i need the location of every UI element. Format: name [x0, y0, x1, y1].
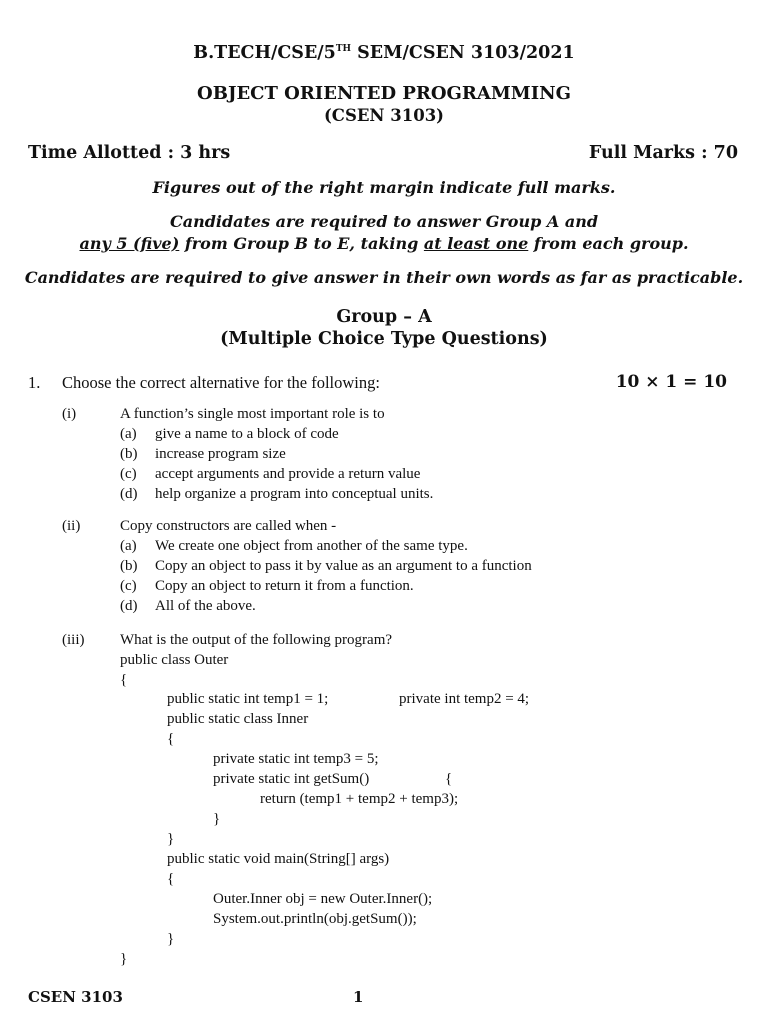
code-line: } — [167, 831, 175, 847]
option-text: Copy an object to pass it by value as an argument to a function — [155, 558, 532, 574]
code-line: Outer.Inner obj = new Outer.Inner(); — [213, 891, 433, 907]
question-number: 1. — [28, 373, 41, 392]
code-line: public static class Inner — [167, 711, 309, 727]
code-line: private int temp2 = 4; — [399, 691, 530, 707]
sub-question-stem: A function’s single most important role is to — [120, 406, 385, 422]
code-line: { — [120, 672, 128, 688]
code-line: public class Outer — [120, 652, 229, 668]
exam-title: OBJECT ORIENTED PROGRAMMING — [197, 83, 571, 104]
option-letter: (b) — [120, 446, 138, 462]
option-letter: (a) — [120, 538, 137, 554]
code-line: } — [167, 931, 175, 947]
code-line: { — [167, 871, 175, 887]
code-line: public static void main(String[] args) — [167, 851, 390, 867]
sub-question-stem: Copy constructors are called when - — [120, 518, 337, 534]
sub-question-stem: What is the output of the following program? — [120, 632, 393, 648]
code-line: { — [445, 771, 453, 787]
exam-code: (CSEN 3103) — [324, 106, 444, 125]
course-line: B.TECH/CSE/5TH SEM/CSEN 3103/2021 — [193, 43, 575, 63]
question-text: Choose the correct alternative for the following: — [62, 373, 380, 392]
option-letter: (d) — [120, 598, 138, 614]
group-subtitle: (Multiple Choice Type Questions) — [220, 329, 548, 349]
instruction-answer-1: Candidates are required to answer Group A and — [169, 212, 599, 231]
option-text: All of the above. — [155, 598, 256, 614]
option-letter: (a) — [120, 426, 137, 442]
full-marks: Full Marks : 70 — [588, 143, 738, 163]
code-line: return (temp1 + temp2 + temp3); — [260, 791, 459, 807]
code-line: { — [167, 731, 175, 747]
group-title: Group – A — [336, 307, 432, 327]
option-letter: (b) — [120, 558, 138, 574]
code-line: private static int getSum() — [213, 771, 370, 787]
code-line: } — [120, 951, 128, 967]
option-letter: (c) — [120, 578, 137, 594]
code-line: System.out.println(obj.getSum()); — [213, 911, 417, 927]
option-text: increase program size — [155, 446, 286, 462]
page-number: 1 — [353, 988, 364, 1006]
option-letter: (c) — [120, 466, 137, 482]
instruction-marks: Figures out of the right margin indicate full marks. — [152, 178, 616, 197]
instruction-own-words: Candidates are required to give answer in their own words as far as practicable. — [24, 268, 744, 287]
code-line: private static int temp3 = 5; — [213, 751, 379, 767]
option-text: give a name to a block of code — [155, 426, 339, 442]
option-letter: (d) — [120, 486, 138, 502]
sub-question-label: (ii) — [62, 518, 81, 534]
footer-code: CSEN 3103 — [28, 988, 123, 1006]
instruction-answer-2: any 5 (five) from Group B to E, taking at least one from each group. — [79, 234, 689, 253]
sub-question-label: (iii) — [62, 632, 85, 648]
option-text: Copy an object to return it from a function. — [155, 578, 414, 594]
time-allotted: Time Allotted : 3 hrs — [28, 143, 231, 163]
sub-question-label: (i) — [62, 406, 77, 422]
option-text: help organize a program into conceptual units. — [155, 486, 434, 502]
code-line: public static int temp1 = 1; — [167, 691, 329, 707]
code-line: } — [213, 811, 221, 827]
option-text: accept arguments and provide a return value — [155, 466, 421, 482]
question-marks: 10 × 1 = 10 — [615, 372, 727, 392]
option-text: We create one object from another of the same type. — [155, 538, 468, 554]
